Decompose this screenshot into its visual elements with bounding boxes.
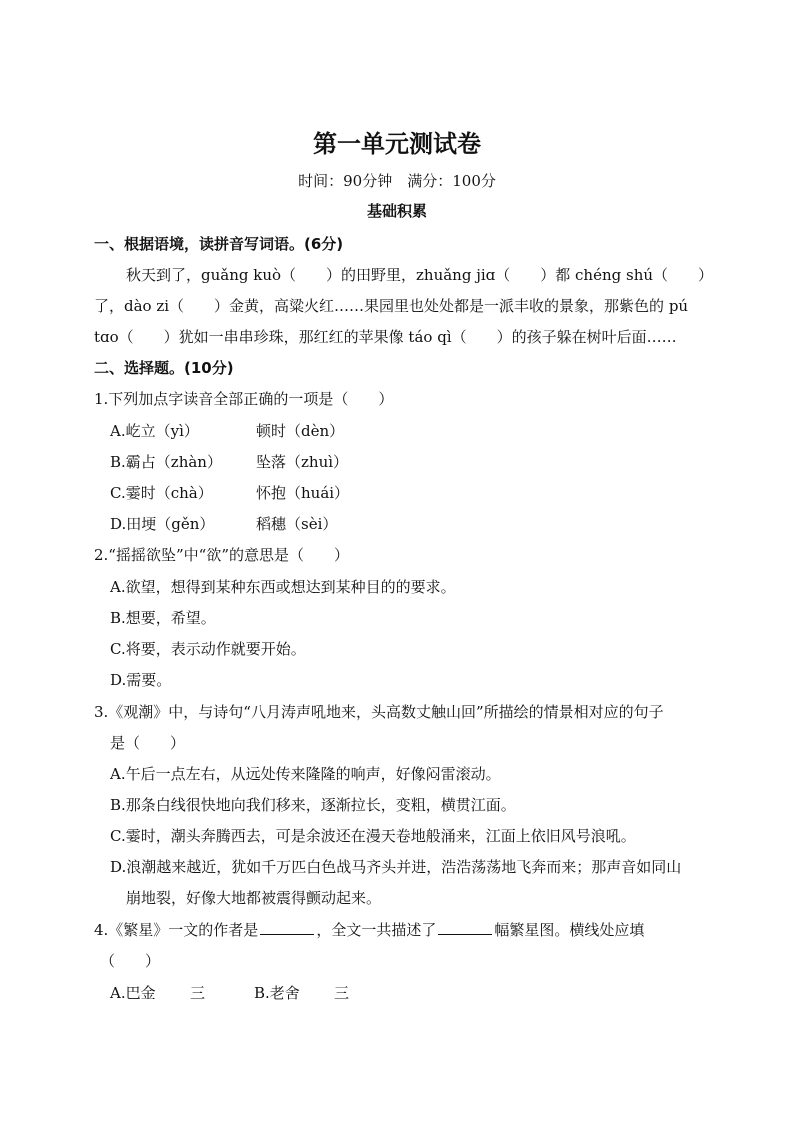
page-title: 第一单元测试卷 bbox=[313, 130, 481, 158]
item1-option-c-word2: 怀抱（huái） bbox=[256, 484, 350, 502]
item1-stem: 1.下列加点字读音全部正确的一项是（ ） bbox=[94, 390, 394, 408]
item4-option-b-count: 三 bbox=[334, 984, 350, 1002]
q1-line-3: tɑo（ ）犹如一串串珍珠，那红红的苹果像 táo qì（ ）的孩子躲在树叶后面…… bbox=[94, 328, 677, 346]
q2-heading: 二、选择题。(10分) bbox=[94, 359, 234, 377]
item3-stem-line1: 3.《观潮》中，与诗句“八月涛声吼地来，头高数丈触山回”所描绘的情景相对应的句子 bbox=[94, 703, 664, 721]
item3-option-c: C.霎时，潮头奔腾西去，可是余波还在漫天卷地般涌来，江面上依旧风号浪吼。 bbox=[110, 827, 636, 845]
q1-line-2: 了，dào zi（ ）金黄，高粱火红……果园里也处处都是一派丰收的景象，那紫色的 pú bbox=[94, 297, 689, 315]
item1-option-b-word2: 坠落（zhuì） bbox=[256, 453, 349, 471]
item2-option-b: B.想要，希望。 bbox=[110, 609, 216, 627]
item1-option-d-word1: D.田埂（gěn） bbox=[110, 515, 215, 533]
item4-stem-line1 bbox=[94, 919, 644, 941]
item4-stem-part1: 4.《繁星》一文的作者是 bbox=[94, 921, 259, 939]
item1-option-c-word1: C.霎时（chà） bbox=[110, 484, 213, 502]
item2-option-c: C.将要，表示动作就要开始。 bbox=[110, 640, 306, 658]
item3-stem-line2: 是（ ） bbox=[110, 734, 186, 752]
item4-option-b-author: B.老舍 bbox=[254, 984, 300, 1002]
item4-stem-part2: ，全文一共描述了 bbox=[316, 921, 437, 939]
item1-option-b-word1: B.霸占（zhàn） bbox=[110, 453, 222, 471]
item3-option-d-line1: D.浪潮越来越近，犹如千万匹白色战马齐头并进，浩浩荡荡地飞奔而来；那声音如同山 bbox=[110, 858, 682, 876]
item1-option-a-word2: 顿时（dèn） bbox=[256, 422, 345, 440]
item4-blank-count[interactable] bbox=[438, 920, 492, 935]
item4-option-a-count: 三 bbox=[190, 984, 206, 1002]
item3-option-b: B.那条白线很快地向我们移来，逐渐拉长，变粗，横贯江面。 bbox=[110, 796, 516, 814]
q1-line-1: 秋天到了，guǎng kuò（ ）的田野里，zhuǎng jiɑ（ ）都 chéng shú（ ） bbox=[126, 266, 714, 284]
item3-option-d-line2: 崩地裂，好像大地都被震得颤动起来。 bbox=[126, 889, 382, 907]
q1-heading: 一、根据语境，读拼音写词语。(6分) bbox=[94, 235, 344, 253]
item1-option-a-word1: A.屹立（yì） bbox=[110, 422, 199, 440]
section-label: 基础积累 bbox=[366, 202, 427, 220]
item2-option-d: D.需要。 bbox=[110, 671, 172, 689]
exam-time-score: 时间：90分钟 满分：100分 bbox=[298, 172, 496, 190]
item1-option-d-word2: 稻穗（sèi） bbox=[256, 515, 338, 533]
item2-stem: 2.“摇摇欲坠”中“欲”的意思是（ ） bbox=[94, 546, 349, 564]
item4-stem-line2: （ ） bbox=[100, 952, 161, 970]
item3-option-a: A.午后一点左右，从远处传来隆隆的响声，好像闷雷滚动。 bbox=[110, 765, 501, 783]
item2-option-a: A.欲望，想得到某种东西或想达到某种目的的要求。 bbox=[110, 578, 456, 596]
item4-option-a-author: A.巴金 bbox=[110, 984, 156, 1002]
item4-blank-author[interactable] bbox=[260, 920, 314, 935]
item4-stem-part3: 幅繁星图。横线处应填 bbox=[494, 921, 645, 939]
